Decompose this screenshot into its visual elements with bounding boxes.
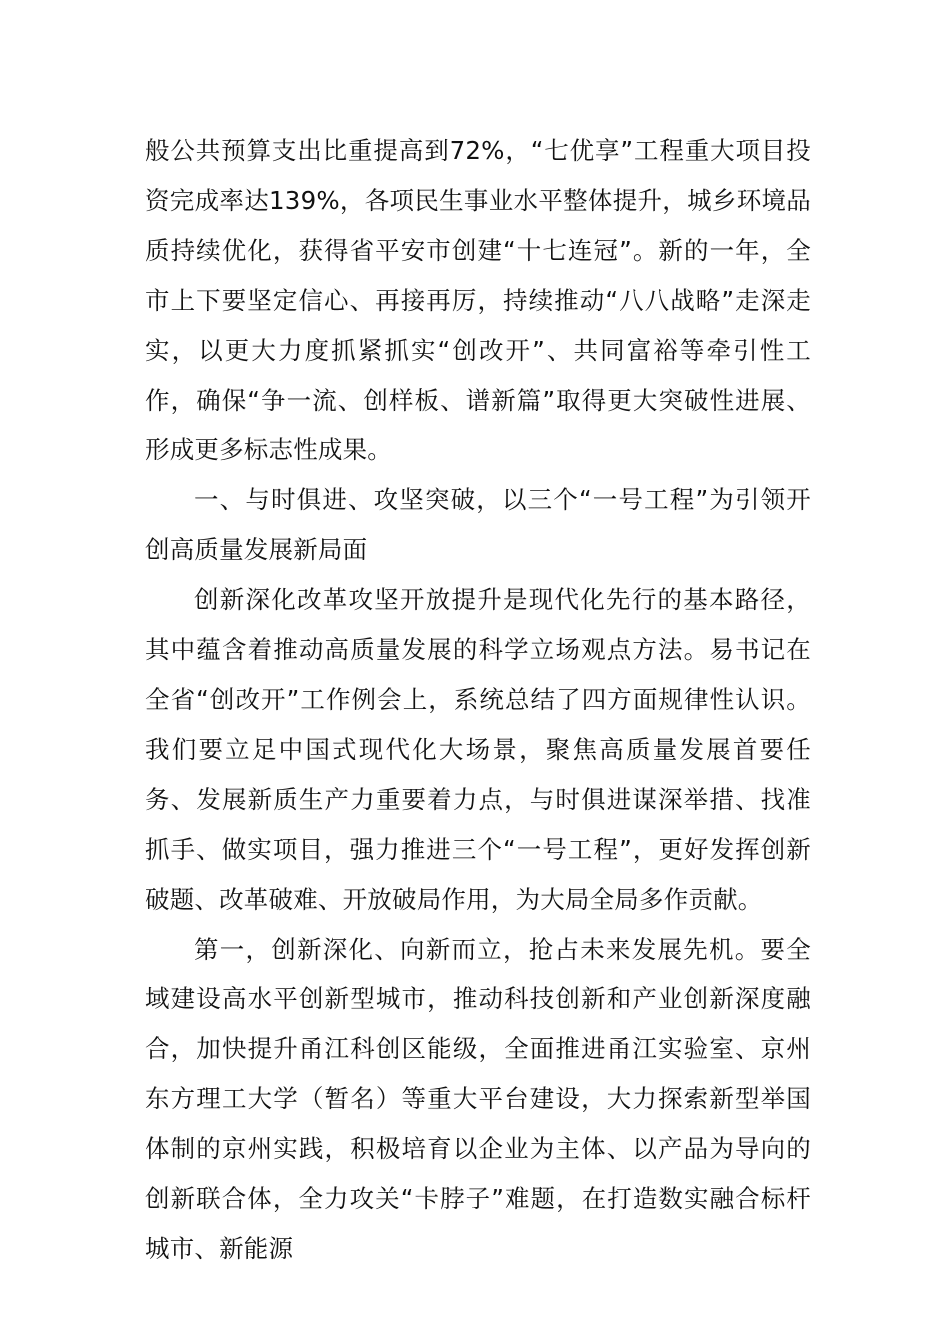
document-body: [145, 126, 811, 1274]
paragraph-body: 创新深化改革攻坚开放提升是现代化先行的基本路径，其中蕴含着推动高质量发展的科学立场观点方法。易书记在全省“创改开”工作例会上，系统总结了四方面规律性认识。我们要立足中国式现代化大场景，聚焦高质量发展首要任务、发展新质生产力重要着力点，与时俱进谋深举措、找准抓手、做实项目，强力推进三个“一号工程”，更好发挥创新破题、改革破难、开放破局作用，为大局全局多作贡献。: [145, 585, 811, 914]
paragraph-first-point: 第一，创新深化、向新而立，抢占未来发展先机。要全域建设高水平创新型城市，推动科技创新和产业创新深度融合，加快提升甬江科创区能级，全面推进甬江实验室、京州东方理工大学（暂名）等重大平台建设，大力探索新型举国体制的京州实践，积极培育以企业为主体、以产品为导向的创新联合体，全力攻关“卡脖子”难题，在打造数实融合标杆城市、新能源: [145, 934, 811, 1263]
section-heading: 一、与时俱进、攻坚突破，以三个“一号工程”为引领开创高质量发展新局面: [145, 485, 811, 565]
paragraph-continuation: 般公共预算支出比重提高到72%，“七优享”工程重大项目投资完成率达139%，各项民生事业水平整体提升，城乡环境品质持续优化，获得省平安市创建“十七连冠”。新的一年，全市上下要坚定信心、再接再厉，持续推动“八八战略”走深走实，以更大力度抓紧抓实“创改开”、共同富裕等牵引性工作，确保“争一流、创样板、谱新篇”取得更大突破性进展、形成更多标志性成果。: [145, 136, 811, 465]
